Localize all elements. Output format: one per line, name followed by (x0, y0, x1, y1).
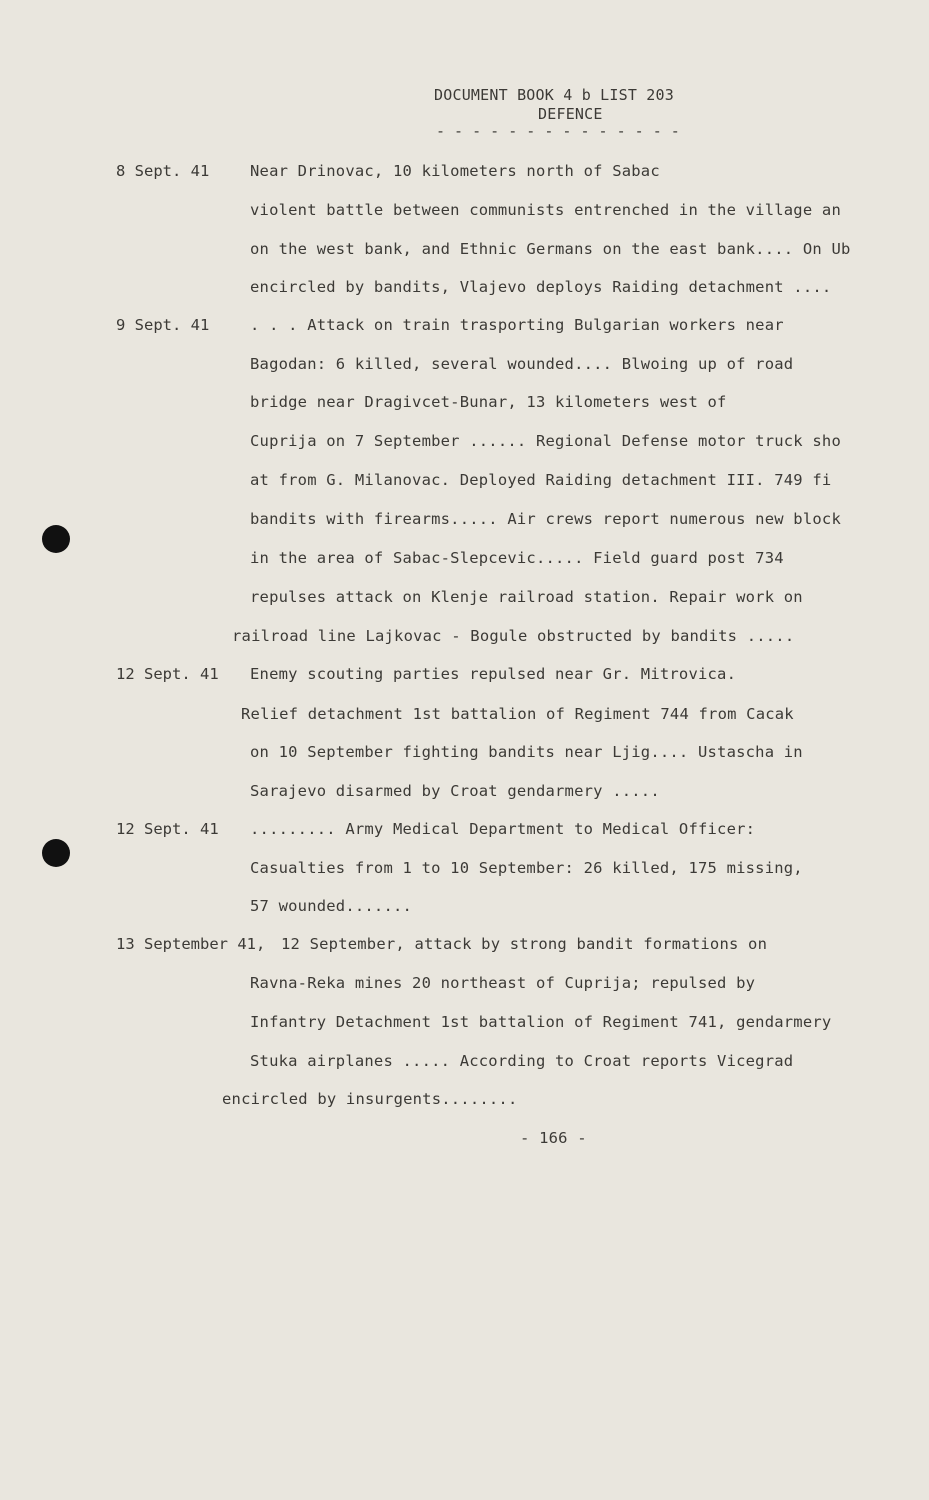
binder-hole (42, 525, 70, 553)
entry-line: Stuka airplanes ..... According to Croat reports Vicegrad (250, 1052, 794, 1070)
page-number: - 166 - (520, 1129, 587, 1147)
entry-date: 12 Sept. 41 (116, 820, 219, 838)
entry-line: Enemy scouting parties repulsed near Gr. Mitrovica. (250, 665, 737, 683)
document-title: DOCUMENT BOOK 4 b LIST 203 (434, 86, 674, 104)
entry-line: bandits with firearms..... Air crews report numerous new block (250, 510, 841, 528)
entry-line: at from G. Milanovac. Deployed Raiding detachment III. 749 fi (250, 471, 832, 489)
entry-line: in the area of Sabac-Slepcevic..... Field guard post 734 (250, 549, 784, 567)
entry-line: encircled by bandits, Vlajevo deploys Raiding detachment .... (250, 278, 832, 296)
entry-line: encircled by insurgents........ (222, 1090, 518, 1108)
entry-line: Ravna-Reka mines 20 northeast of Cuprija; repulsed by (250, 974, 756, 992)
entry-line: Bagodan: 6 killed, several wounded.... Blwoing up of road (250, 355, 794, 373)
entry-date: 12 Sept. 41 (116, 665, 219, 683)
document-subtitle: DEFENCE (538, 105, 603, 123)
entry-line: bridge near Dragivcet-Bunar, 13 kilometers west of (250, 393, 727, 411)
header-rule: - - - - - - - - - - - - - - (436, 122, 680, 140)
entry-line: Casualties from 1 to 10 September: 26 killed, 175 missing, (250, 859, 803, 877)
entry-line: 12 September, attack by strong bandit formations on (281, 935, 768, 953)
entry-line: ......... Army Medical Department to Medical Officer: (250, 820, 756, 838)
entry-line: Near Drinovac, 10 kilometers north of Sabac (250, 162, 660, 180)
entry-line: . . . Attack on train trasporting Bulgarian workers near (250, 316, 784, 334)
entry-line: on 10 September fighting bandits near Ljig.... Ustascha in (250, 743, 803, 761)
entry-line: Infantry Detachment 1st battalion of Regiment 741, gendarmery (250, 1013, 832, 1031)
entry-line: Cuprija on 7 September ...... Regional Defense motor truck sho (250, 432, 841, 450)
entry-line: Relief detachment 1st battalion of Regiment 744 from Cacak (241, 705, 794, 723)
entry-line: Sarajevo disarmed by Croat gendarmery ..... (250, 782, 660, 800)
binder-hole (42, 839, 70, 867)
entry-line: violent battle between communists entrenched in the village an (250, 201, 841, 219)
entry-date: 8 Sept. 41 (116, 162, 210, 180)
entry-line: on the west bank, and Ethnic Germans on the east bank.... On Ub (250, 240, 851, 258)
entry-line: railroad line Lajkovac - Bogule obstructed by bandits ..... (232, 627, 795, 645)
entry-line: repulses attack on Klenje railroad station. Repair work on (250, 588, 803, 606)
entry-date: 9 Sept. 41 (116, 316, 210, 334)
entry-date: 13 September 41, (116, 935, 266, 953)
entry-line: 57 wounded....... (250, 897, 413, 915)
